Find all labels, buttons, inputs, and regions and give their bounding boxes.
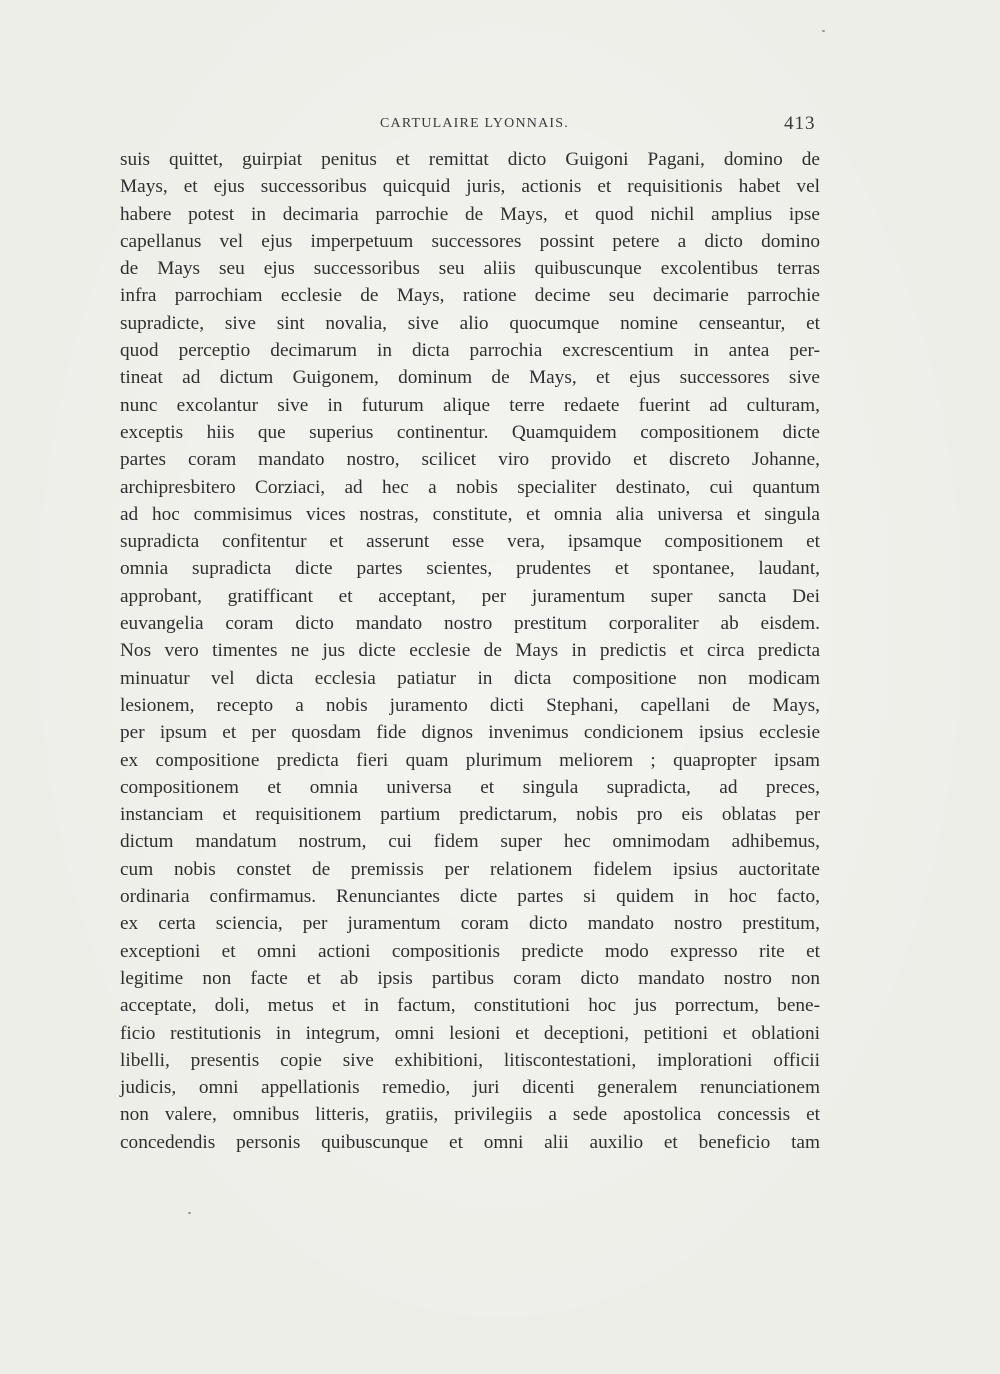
text-line: instanciam et requisitionem partium predictarum, nobis pro eis oblatas per xyxy=(120,804,820,826)
text-line: acceptate, doli, metus et in factum, constitutioni hoc jus porrectum, bene- xyxy=(120,995,820,1017)
text-line: Mays, et ejus successoribus quicquid juris, actionis et requisitionis habet vel xyxy=(120,176,820,198)
text-line: capellanus vel ejus imperpetuum successores possint petere a dicto domino xyxy=(120,230,820,252)
text-line: exceptis hiis que superius continentur. Quamquidem compositionem dicte xyxy=(120,421,820,443)
text-line: habere potest in decimaria parrochie de Mays, et quod nichil amplius ipse xyxy=(120,203,820,225)
text-line: legitime non facte et ab ipsis partibus coram dicto mandato nostro non xyxy=(120,967,820,989)
text-line: Nos vero timentes ne jus dicte ecclesie de Mays in predictis et circa predicta xyxy=(120,640,820,662)
text-line: non valere, omnibus litteris, gratiis, privilegiis a sede apostolica concessis et xyxy=(120,1104,820,1126)
text-line: cum nobis constet de premissis per relationem fidelem ipsius auctoritate xyxy=(120,858,820,880)
text-line: ad hoc commisimus vices nostras, constitute, et omnia alia universa et singula xyxy=(120,503,820,525)
running-title: CARTULAIRE LYONNAIS. xyxy=(380,116,569,131)
running-head xyxy=(0,113,1000,137)
text-line: ex compositione predicta fieri quam plurimum meliorem ; quapropter ipsam xyxy=(120,749,820,771)
text-line: tineat ad dictum Guigonem, dominum de Mays, et ejus successores sive xyxy=(120,367,820,389)
text-line: nunc excolantur sive in futurum alique terre redaete fuerint ad culturam, xyxy=(120,394,820,416)
text-line: per ipsum et per quosdam fide dignos invenimus condicionem ipsius ecclesie xyxy=(120,722,820,744)
text-line: de Mays seu ejus successoribus seu aliis quibuscunque excolentibus terras xyxy=(120,258,820,280)
text-line: quod perceptio decimarum in dicta parrochia excrescentium in antea per- xyxy=(120,340,820,362)
text-line: ex certa sciencia, per juramentum coram dicto mandato nostro prestitum, xyxy=(120,913,820,935)
paper-speck xyxy=(188,1212,191,1214)
paper-speck xyxy=(822,30,825,32)
text-line: supradicte, sive sint novalia, sive alio quocumque nomine censeantur, et xyxy=(120,312,820,334)
text-line: dictum mandatum nostrum, cui fidem super hec omnimodam adhibemus, xyxy=(120,831,820,853)
text-line: concedendis personis quibuscunque et omni alii auxilio et beneficio tam xyxy=(120,1131,820,1153)
text-line: exceptioni et omni actioni compositionis predicte modo expresso rite et xyxy=(120,940,820,962)
text-line: supradicta confitentur et asserunt esse vera, ipsamque compositionem et xyxy=(120,531,820,553)
text-line: ficio restitutionis in integrum, omni lesioni et deceptioni, petitioni et oblationi xyxy=(120,1022,820,1044)
text-line: lesionem, recepto a nobis juramento dicti Stephani, capellani de Mays, xyxy=(120,694,820,716)
page-number: 413 xyxy=(784,113,816,134)
text-line: omnia supradicta dicte partes scientes, prudentes et spontanee, laudant, xyxy=(120,558,820,580)
text-line: euvangelia coram dicto mandato nostro prestitum corporaliter ab eisdem. xyxy=(120,613,820,635)
text-line: partes coram mandato nostro, scilicet viro provido et discreto Johanne, xyxy=(120,449,820,471)
text-line: approbant, gratifficant et acceptant, per juramentum super sancta Dei xyxy=(120,585,820,607)
text-line: judicis, omni appellationis remedio, juri dicenti generalem renunciationem xyxy=(120,1077,820,1099)
text-line: minuatur vel dicta ecclesia patiatur in dicta compositione non modicam xyxy=(120,667,820,689)
text-line: libelli, presentis copie sive exhibitioni, litiscontestationi, implorationi officii xyxy=(120,1049,820,1071)
text-line: infra parrochiam ecclesie de Mays, ratione decime seu decimarie parrochie xyxy=(120,285,820,307)
text-line: archipresbitero Corziaci, ad hec a nobis specialiter destinato, cui quantum xyxy=(120,476,820,498)
text-line: ordinaria confirmamus. Renunciantes dicte partes si quidem in hoc facto, xyxy=(120,886,820,908)
text-line: compositionem et omnia universa et singula supradicta, ad preces, xyxy=(120,776,820,798)
text-line: suis quittet, guirpiat penitus et remittat dicto Guigoni Pagani, domino de xyxy=(120,149,820,170)
body-text xyxy=(120,146,820,1156)
